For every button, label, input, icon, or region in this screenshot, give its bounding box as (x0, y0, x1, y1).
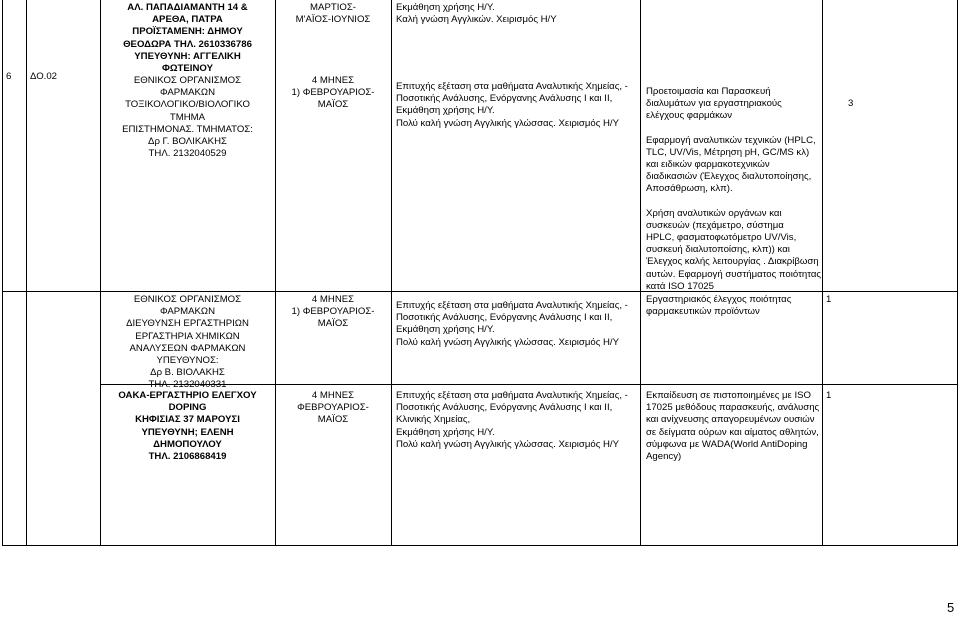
org-line: ΔΗΜΟΠΟΥΛΟΥ (153, 438, 222, 450)
task-line: TLC, UV/Vis, Μέτρηση pH, GC/MS κλ) (646, 146, 810, 158)
period-line: Μ'ΑΪΟΣ-ΙΟΥΝΙΟΣ (295, 14, 371, 26)
org-line: ΟΑΚΑ-ΕΡΓΑΣΤΗΡΙΟ ΕΛΕΓΧΟΥ (118, 390, 257, 401)
org-header-line: ΦΩΤΕΙΝΟΥ (161, 63, 213, 75)
org-line: ΦΑΡΜΑΚΩΝ (159, 87, 216, 99)
tasks (646, 390, 819, 463)
requirement-line: Πολύ καλή γνώση Αγγλικής γλώσσας. Χειρισμός Η/Υ (396, 336, 619, 348)
org-line: ΕΘΝΙΚΟΣ ΟΡΓΑΝΙΣΜΟΣ (133, 75, 242, 86)
period-line: ΜΑΡΤΙΟΣ- (310, 2, 356, 13)
task-line: HPLC, φασματοφωτόμετρο UV/Vis, (646, 232, 797, 244)
row-index: 6 (6, 71, 12, 82)
org-line: ΚΗΦΙΣΙΑΣ 37 ΜΑΡΟΥΣΙ (135, 414, 240, 426)
row-border-3 (2, 545, 958, 546)
org-line: ΤΜΗΜΑ (169, 111, 206, 123)
org-line: ΤΟΞΙΚΟΛΟΓΙΚΟ/ΒΙΟΛΟΓΙΚΟ (125, 99, 250, 111)
task-line: σύμφωνα με WADA(World AntiDoping (646, 438, 808, 450)
org-line: ΑΝΑΛΥΣΕΩΝ ΦΑΡΜΑΚΩΝ (129, 342, 246, 354)
col-border-2 (26, 0, 27, 545)
requirement-line: Εκμάθηση χρήσης Η/Υ. (396, 105, 495, 117)
col-border-5 (391, 0, 392, 545)
org-line: DOPING (168, 402, 207, 414)
org-line: ΥΠΕΥΘΥΝΟΣ: (156, 355, 219, 367)
period-line: 1) ΦΕΒΡΟΥΑΡΙΟΣ- (291, 87, 375, 99)
col-border-1 (2, 0, 3, 545)
org-line: Δρ Γ. ΒΟΛΙΚΑΚΗΣ (148, 136, 227, 148)
period-prev (275, 2, 391, 26)
page-number: 5 (947, 600, 955, 615)
task-line: συσκευή διαλυτοποίσης, κλπ)) και (646, 244, 790, 256)
requirement-line: Πολύ καλή γνώση Αγγλικής γλώσσας. Χειρισμός Η/Υ (396, 117, 619, 129)
period (275, 390, 391, 427)
period-line: ΜΑΪΟΣ (317, 318, 349, 330)
requirement-line: Ποσοτικής Ανάλυσης, Ενόργανης Ανάλυσης Ι και ΙΙ, (396, 93, 613, 105)
task-line: φαρμακευτικών προϊόντων (646, 306, 760, 318)
requirement-line: Εκμάθηση χρήσης Η/Υ. (396, 426, 495, 438)
requirements (396, 300, 628, 349)
requirement-line: Επιτυχής εξέταση στα μαθήματα Αναλυτικής Χημείας, - (396, 390, 628, 401)
requirement-line: Καλή γνώση Αγγλικών. Χειρισμός Η/Υ (396, 14, 557, 26)
requirement-line: Εκμάθηση χρήσης Η/Υ. (396, 2, 495, 13)
task-line: και ανίχνευσης απαγορευμένων ουσιών (646, 414, 815, 426)
positions-count: 1 (826, 294, 832, 305)
row-code: ΔΟ.02 (30, 71, 58, 82)
requirements (396, 390, 628, 451)
org-line: ΤΗΛ. 2132040331 (148, 379, 227, 391)
org-line: ΔΙΕΥΘΥΝΣΗ ΕΡΓΑΣΤΗΡΙΩΝ (126, 318, 249, 330)
task-line: αυτών. Εφαρμογή συστήματος ποιότητας (646, 268, 822, 280)
requirement-line: Ποσοτικής Ανάλυσης, Ενόργανης Ανάλυσης Ι και ΙΙ, (396, 312, 613, 324)
requirement-line: Εκμάθηση χρήσης Η/Υ. (396, 324, 495, 336)
task-line: Προετοιμασία και Παρασκευή (646, 86, 771, 97)
task-line: Agency) (646, 451, 682, 463)
task-line: ελέγχους φαρμάκων (646, 110, 733, 122)
task-line: Έλεγχος καλής λειτουργίας . Διακρίβωση (646, 256, 819, 268)
task-line: συσκευών (πεχάμετρο, σύστημα (646, 219, 784, 231)
org-header-line: ΘΕΟΔΩΡΑ ΤΗΛ. 2610336786 (123, 38, 252, 50)
org-line: ΥΠΕΥΘΥΝΗ; ΕΛΕΝΗ (141, 426, 234, 438)
col-border-8 (957, 0, 958, 545)
period (275, 294, 391, 331)
org-line: ΕΡΓΑΣΤΗΡΙΑ ΧΗΜΙΚΩΝ (135, 330, 240, 342)
requirement-line: Κλινικής Χημείας, (396, 414, 471, 426)
requirements-prev (396, 2, 557, 26)
org-block (100, 390, 275, 463)
org-line: ΕΘΝΙΚΟΣ ΟΡΓΑΝΙΣΜΟΣ (133, 294, 242, 305)
period-line: ΦΕΒΡΟΥΑΡΙΟΣ- (297, 402, 369, 414)
col-border-7 (822, 0, 823, 545)
org-header-line: ΥΠΕΥΘΥΝΗ: ΑΓΓΕΛΙΚΗ (134, 50, 241, 62)
org-line: ΕΠΙΣΤΗΜΟΝΑΣ. ΤΜΗΜΑΤΟΣ: (122, 123, 253, 135)
requirement-line: Πολύ καλή γνώση Αγγλικής γλώσσας. Χειρισμός Η/Υ (396, 438, 619, 450)
task-line: Εκπαίδευση σε πιστοποιημένες με ISO (646, 390, 811, 401)
task-line: διαλυμάτων για εργαστηριακούς (646, 98, 782, 110)
org-header-line: ΑΛ. ΠΑΠΑΔΙΑΜΑΝΤΗ 14 & (127, 2, 248, 13)
period-line: 4 ΜΗΝΕΣ (311, 294, 355, 305)
tasks (646, 294, 791, 318)
col-border-6 (640, 0, 641, 545)
org-header-line: ΠΡΟΪΣΤΑΜΕΝΗ: ΔΗΜΟΥ (132, 26, 243, 38)
org-header-line: ΑΡΕΘΑ, ΠΑΤΡΑ (152, 14, 223, 26)
org-block (100, 294, 275, 392)
task-line: και ειδικών φαρμακοτεχνικών (646, 159, 770, 171)
tasks (646, 86, 821, 293)
positions-count: 1 (826, 390, 832, 401)
org-block (100, 75, 275, 160)
positions-count: 3 (848, 98, 854, 109)
requirement-line: Ποσοτικής Ανάλυσης, Ενόργανης Ανάλυσης Ι και ΙΙ, (396, 402, 613, 414)
task-line: 17025 μεθόδους παρασκευής, ανάλυσης (646, 402, 820, 414)
task-line: σε δείγματα ούρων και αίματος αθλητών, (646, 426, 819, 438)
requirement-line: Επιτυχής εξέταση στα μαθήματα Αναλυτικής Χημείας, - (396, 300, 628, 311)
task-line: Χρήση αναλυτικών οργάνων και (646, 207, 782, 219)
org-header-block (100, 2, 275, 75)
period-line: ΜΑΪΟΣ (317, 414, 349, 426)
task-line: Εφαρμογή αναλυτικών τεχνικών (HPLC, (646, 134, 816, 146)
period (275, 75, 391, 112)
org-line: ΦΑΡΜΑΚΩΝ (159, 306, 216, 318)
period-line: 4 ΜΗΝΕΣ (311, 75, 355, 86)
org-line: ΤΗΛ. 2106868419 (148, 451, 227, 463)
task-line: Αποσάθρωση, κλπ). (646, 183, 733, 195)
task-line: Εργαστηριακός έλεγχος ποιότητας (646, 294, 792, 305)
period-line: 4 ΜΗΝΕΣ (311, 390, 355, 401)
task-line: κατά ISO 17025 (646, 280, 714, 292)
org-line: Δρ Β. ΒΙΟΛΑΚΗΣ (150, 367, 225, 379)
org-line: ΤΗΛ. 2132040529 (148, 148, 227, 160)
requirement-line: Επιτυχής εξέταση στα μαθήματα Αναλυτικής Χημείας, - (396, 81, 628, 92)
task-line: διαδικασιών (Έλεγχος διαλυτοποίησης, (646, 171, 812, 183)
period-line: 1) ΦΕΒΡΟΥΑΡΙΟΣ- (291, 306, 375, 318)
period-line: ΜΑΪΟΣ (317, 99, 349, 111)
requirements (396, 81, 628, 130)
